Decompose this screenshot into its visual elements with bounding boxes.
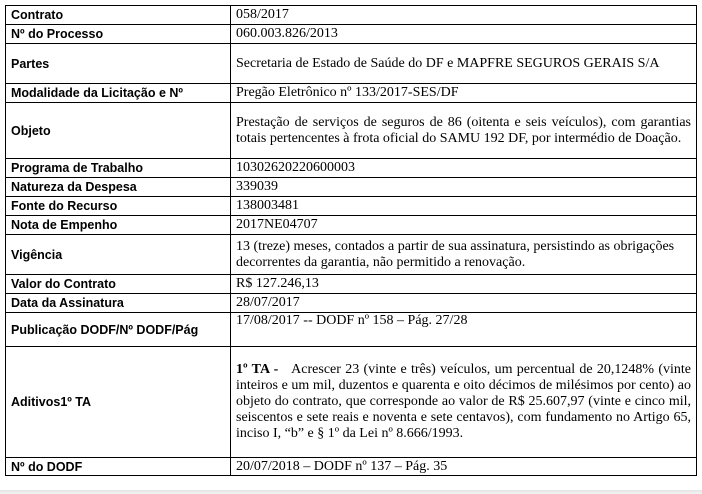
row-label: Valor do Contrato xyxy=(6,275,231,294)
row-value: 058/2017 xyxy=(231,6,697,25)
row-value: 13 (treze) meses, contados a partir de sua assinatura, persistindo as obrigações decorrentes da garantia, não permitido a renovação. xyxy=(231,235,697,275)
table-row xyxy=(6,103,697,159)
row-value: 138003481 xyxy=(231,197,697,216)
row-value: Secretaria de Estado de Saúde do DF e MAPFRE SEGUROS GERAIS S/A xyxy=(231,44,697,84)
aditivo-ta-heading: 1º TA - xyxy=(236,362,279,377)
row-label: Natureza da Despesa xyxy=(6,178,231,197)
row-value: 2017NE04707 xyxy=(231,216,697,235)
table-row xyxy=(6,44,697,84)
table-row xyxy=(6,84,697,103)
table-row xyxy=(6,159,697,178)
row-label: Programa de Trabalho xyxy=(6,159,231,178)
aditivo-description: Acrescer 23 (vinte e três) veículos, um percentual de 20,1248% (vinte inteiros e um mil, duzentos e quarenta e oito décimos de milésimos por cento) ao objeto do contrato, que corresponde ao valor de R$ 25.607,97 (vinte e cinco mil, seiscentos e sete reais e noventa e sete centavos), com fundamento no Artigo 65, inciso I, “b” e § 1º da Lei nº 8.666/1993. xyxy=(236,362,692,441)
page-bottom-edge xyxy=(0,490,702,494)
contract-summary-table xyxy=(5,5,697,476)
row-value-aditivos xyxy=(231,347,697,458)
row-value: Prestação de serviços de seguros de 86 (oitenta e seis veículos), com garantias totais pertencentes à frota oficial do SAMU 192 DF, por intermédio de Doação. xyxy=(231,103,697,159)
row-value: 20/07/2018 – DODF nº 137 – Pág. 35 xyxy=(231,458,697,476)
row-label: Nota de Empenho xyxy=(6,216,231,235)
row-label: Publicação DODF/Nº DODF/Pág xyxy=(6,313,231,347)
row-value: Pregão Eletrônico nº 133/2017-SES/DF xyxy=(231,84,697,103)
aditivos-label: Aditivos xyxy=(11,395,61,409)
table-row xyxy=(6,275,697,294)
row-label: Contrato xyxy=(6,6,231,25)
row-value: R$ 127.246,13 xyxy=(231,275,697,294)
row-value: 10302620220600003 xyxy=(231,159,697,178)
row-label: Modalidade da Licitação e Nº xyxy=(6,84,231,103)
row-value: 060.003.826/2013 xyxy=(231,25,697,44)
row-label: Data da Assinatura xyxy=(6,294,231,313)
table-row xyxy=(6,197,697,216)
row-label: Fonte do Recurso xyxy=(6,197,231,216)
row-value: 17/08/2017 -- DODF nº 158 – Pág. 27/28 xyxy=(231,313,697,347)
row-label: Nº do Processo xyxy=(6,25,231,44)
row-label-aditivos xyxy=(6,347,231,458)
table-row xyxy=(6,235,697,275)
table-row xyxy=(6,313,697,347)
table-row xyxy=(6,347,697,458)
table-row xyxy=(6,458,697,476)
row-label: Partes xyxy=(6,44,231,84)
row-label: Nº do DODF xyxy=(6,458,231,476)
table-row xyxy=(6,178,697,197)
table-row xyxy=(6,294,697,313)
table-row xyxy=(6,25,697,44)
row-label: Vigência xyxy=(6,235,231,275)
aditivos-ta-label: 1º TA xyxy=(60,395,92,409)
table-row xyxy=(6,6,697,25)
table-row xyxy=(6,216,697,235)
row-label: Objeto xyxy=(6,103,231,159)
row-value: 339039 xyxy=(231,178,697,197)
row-value: 28/07/2017 xyxy=(231,294,697,313)
